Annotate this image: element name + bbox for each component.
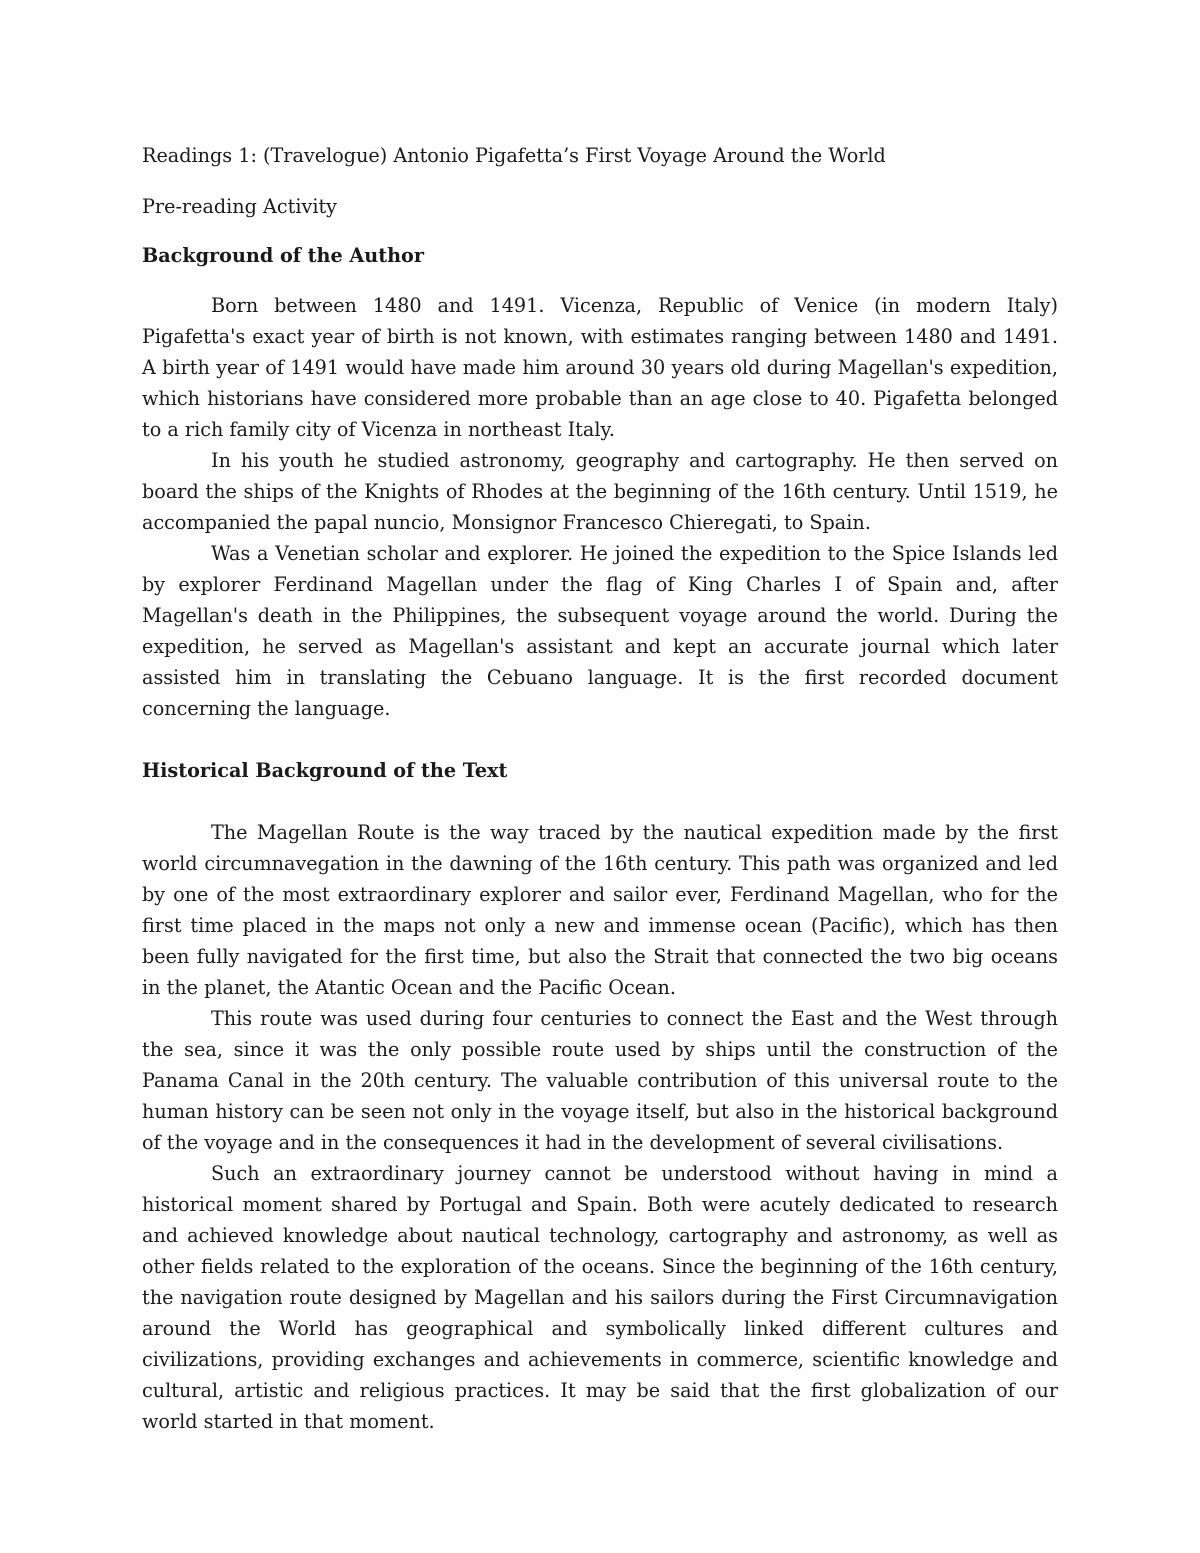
author-paragraph: In his youth he studied astronomy, geography and cartography. He then served on board the ships of the Knights of Rhodes at the beginning of the 16th century. Until 1519, he accompanied the papal nuncio, Monsignor Francesco Chieregati, to Spain. [142,449,1058,534]
historical-paragraph: The Magellan Route is the way traced by the nautical expedition made by the first world circumnavegation in the dawning of the 16th century. This path was organized and led by one of the most extraordinary explorer and sailor ever, Ferdinand Magellan, who for the first time placed in the maps not only a new and immense ocean (Pacific), which has then been fully navigated for the first time, but also the Strait that connected the two big oceans in the planet, the Atantic Ocean and the Pacific Ocean. [142,821,1058,999]
section-heading-historical: Historical Background of the Text [142,759,508,782]
document-title: Readings 1: (Travelogue) Antonio Pigafetta’s First Voyage Around the World [142,144,886,167]
section-heading-author: Background of the Author [142,244,424,267]
document-subtitle: Pre-reading Activity [142,195,338,218]
author-paragraph: Was a Venetian scholar and explorer. He joined the expedition to the Spice Islands led by explorer Ferdinand Magellan under the flag of King Charles I of Spain and, after Magellan's death in the Philippines, the subsequent voyage around the world. During the expedition, he served as Magellan's assistant and kept an accurate journal which later assisted him in translating the Cebuano language. It is the first recorded document concerning the language. [142,542,1058,720]
document-body [142,140,1058,1437]
author-paragraph: Born between 1480 and 1491. Vicenza, Republic of Venice (in modern Italy) Pigafetta's exact year of birth is not known, with estimates ranging between 1480 and 1491. A birth year of 1491 would have made him around 30 years old during Magellan's expedition, which historians have considered more probable than an age close to 40. Pigafetta belonged to a rich family city of Vicenza in northeast Italy. [142,294,1058,441]
historical-paragraph: Such an extraordinary journey cannot be understood without having in mind a historical moment shared by Portugal and Spain. Both were acutely dedicated to research and achieved knowledge about nautical technology, cartography and astronomy, as well as other fields related to the exploration of the oceans. Since the beginning of the 16th century, the navigation route designed by Magellan and his sailors during the First Circumnavigation around the World has geographical and symbolically linked different cultures and civilizations, providing exchanges and achievements in commerce, scientific knowledge and cultural, artistic and religious practices. It may be said that the first globalization of our world started in that moment. [142,1162,1058,1433]
historical-paragraph: This route was used during four centuries to connect the East and the West through the sea, since it was the only possible route used by ships until the construction of the Panama Canal in the 20th century. The valuable contribution of this universal route to the human history can be seen not only in the voyage itself, but also in the historical background of the voyage and in the consequences it had in the development of several civilisations. [142,1007,1058,1154]
